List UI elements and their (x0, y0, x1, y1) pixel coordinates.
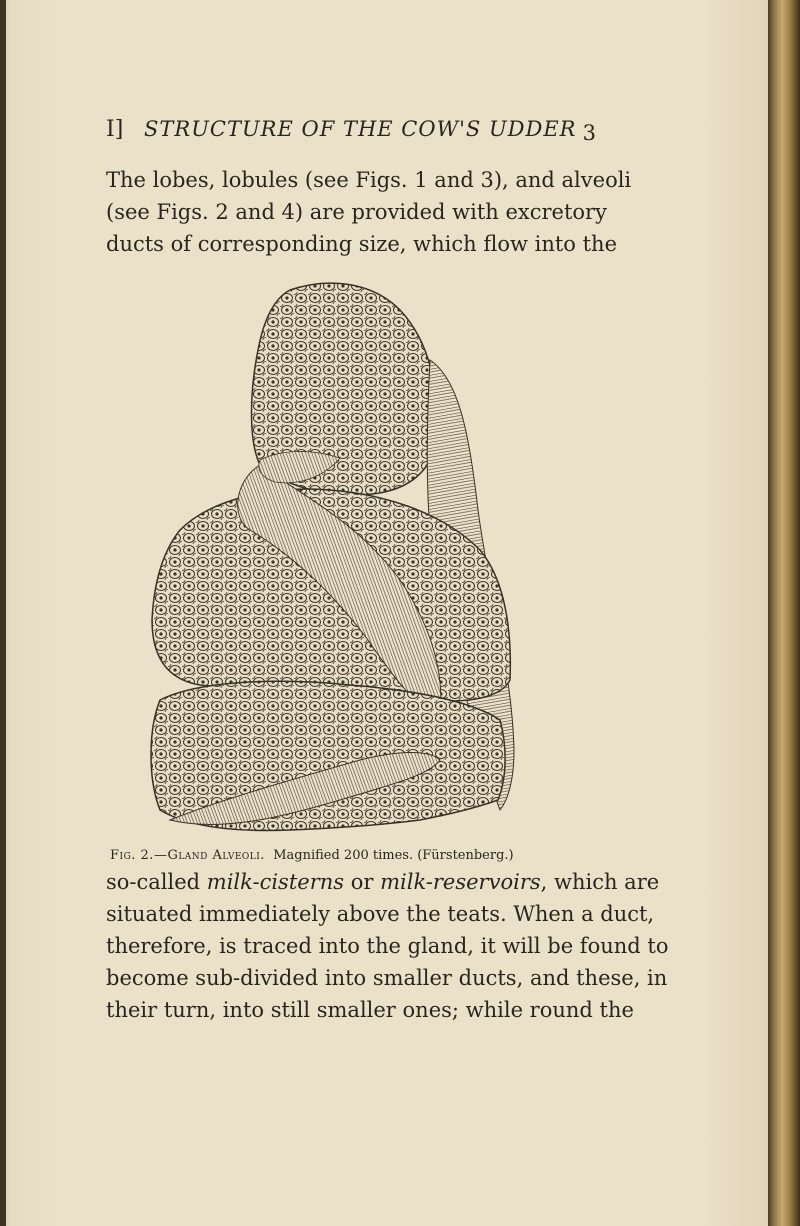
gland-alveoli-illustration (140, 280, 520, 840)
text-line: (see Figs. 2 and 4) are provided with excretory (106, 200, 607, 224)
figure-number: Fig. 2. (110, 848, 154, 863)
text-line: ducts of corresponding size, which flow into the (106, 232, 618, 256)
text-fragment: so-called (106, 870, 207, 894)
book-spine (768, 0, 800, 1226)
term-milk-reservoirs: milk-reservoirs (380, 870, 541, 894)
figure-title: —Gland Alveoli. (153, 848, 265, 863)
term-milk-cisterns: milk-cisterns (206, 870, 345, 894)
paragraph-bottom (106, 866, 669, 1026)
text-line: The lobes, lobules (see Figs. 1 and 3), and alveoli (106, 168, 632, 192)
paragraph-top (106, 164, 632, 260)
text-line: become sub-divided into smaller ducts, and these, in (106, 966, 668, 990)
figure-caption-detail: Magnified 200 times. (Fürstenberg.) (273, 848, 514, 863)
running-title: STRUCTURE OF THE COW'S UDDER (144, 117, 577, 141)
text-fragment: or (344, 870, 381, 894)
figure-caption (110, 848, 610, 863)
text-line: their turn, into still smaller ones; while round the (106, 998, 634, 1022)
text-line-with-terms (106, 866, 660, 898)
page-number: 3 (582, 121, 596, 145)
page-left-edge (0, 0, 6, 1226)
text-fragment: , which are (540, 870, 660, 894)
chapter-number: I] (106, 117, 124, 142)
running-header (106, 117, 596, 147)
text-line: therefore, is traced into the gland, it will be found to (106, 934, 669, 958)
text-line: situated immediately above the teats. When a duct, (106, 902, 655, 926)
